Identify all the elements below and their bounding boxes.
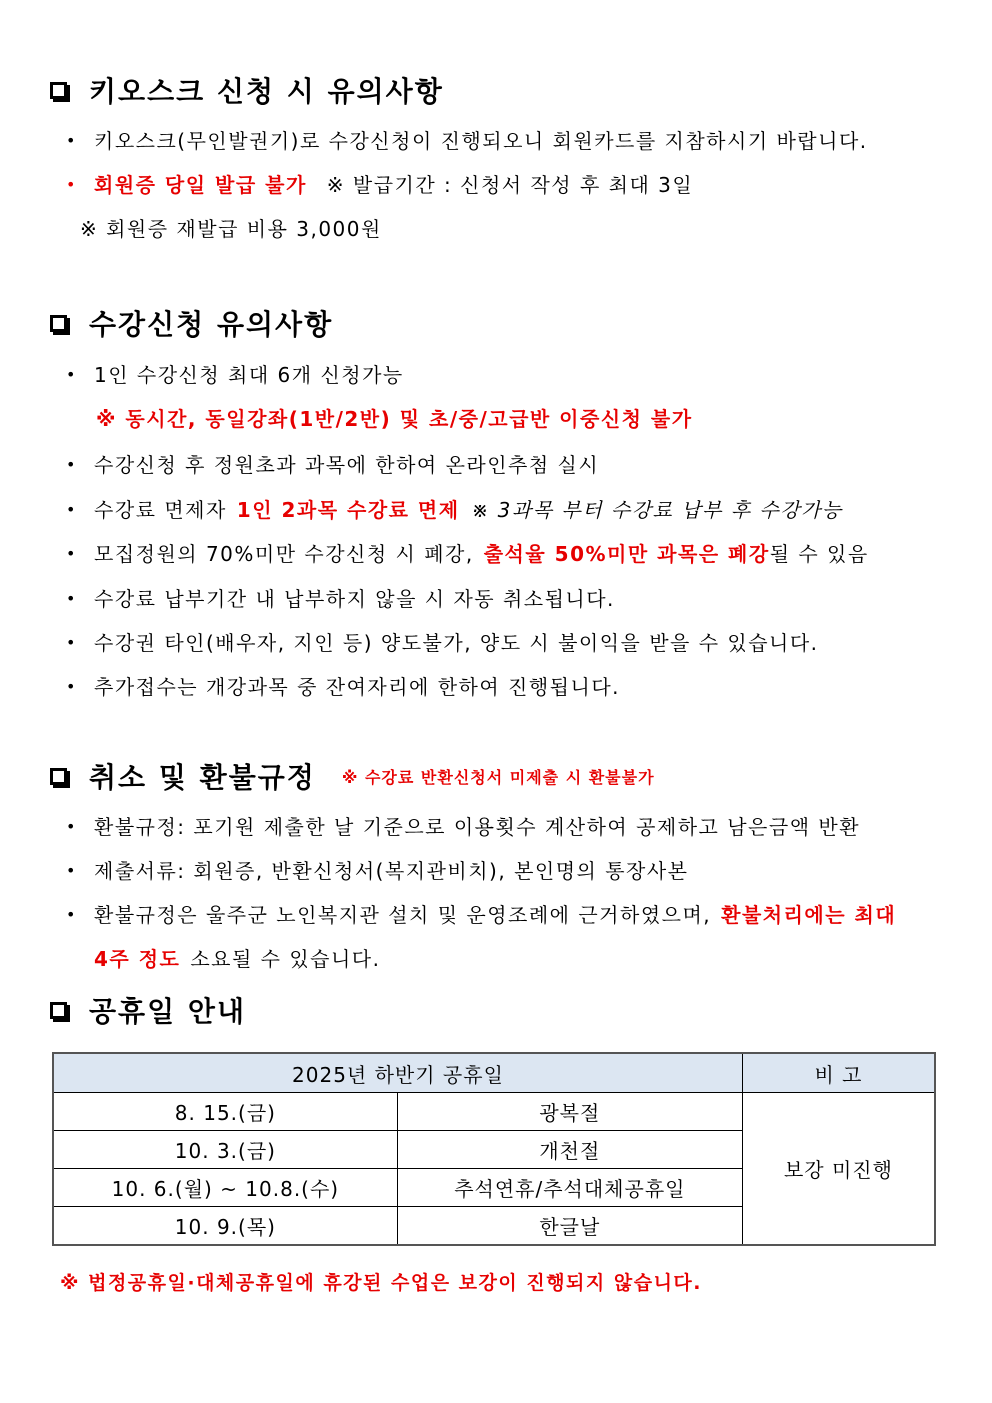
bullet-icon: • xyxy=(66,589,77,608)
holiday-name: 추석연휴/추석대체공휴일 xyxy=(397,1169,742,1207)
bullet-icon: • xyxy=(66,365,77,384)
bullet-icon: • xyxy=(66,861,77,880)
note: ※ 동시간, 동일강좌(1반/2반) 및 초/중/고급반 이중신청 불가 xyxy=(96,407,693,431)
table-header: 비 고 xyxy=(742,1053,935,1093)
bullet-icon: • xyxy=(66,455,77,474)
list-item: • 환불규정은 울주군 노인복지관 설치 및 운영조례에 근거하였으며, 환불처리에는 최대 xyxy=(66,903,897,927)
bullet-icon: • xyxy=(66,175,77,194)
table-header: 2025년 하반기 공휴일 xyxy=(53,1053,742,1093)
list-item-continued: 4주 정도 소요될 수 있습니다. xyxy=(94,947,381,971)
holiday-date: 10. 6.(월) ~ 10.8.(수) xyxy=(53,1169,397,1207)
table-row xyxy=(53,1093,935,1131)
section-heading-enroll xyxy=(50,303,333,343)
bullet-icon: • xyxy=(66,817,77,836)
list-item: • 제출서류: 회원증, 반환신청서(복지관비치), 본인명의 통장사본 xyxy=(66,859,689,883)
section-title: 공휴일 안내 xyxy=(89,995,246,1028)
holiday-date: 10. 9.(목) xyxy=(53,1207,397,1246)
table-header-row xyxy=(53,1053,935,1093)
holiday-remark: 보강 미진행 xyxy=(742,1093,935,1246)
holiday-date: 10. 3.(금) xyxy=(53,1131,397,1169)
bullet-icon: • xyxy=(66,544,77,563)
section-heading-refund xyxy=(50,756,655,796)
list-item: • 키오스크(무인발권기)로 수강신청이 진행되오니 회원카드를 지참하시기 바랍니다. xyxy=(66,129,868,153)
list-item: • 모집정원의 70%미만 수강신청 시 폐강, 출석율 50%미만 과목은 폐강될 수 있음 xyxy=(66,542,869,566)
holiday-name: 광복절 xyxy=(397,1093,742,1131)
list-item: • 수강신청 후 정원초과 과목에 한하여 온라인추첨 실시 xyxy=(66,453,600,477)
checkbox-square-icon xyxy=(50,315,67,332)
section-title: 키오스크 신청 시 유의사항 xyxy=(89,75,444,108)
list-item: • 수강료 면제자 1인 2과목 수강료 면제 ※ 3과목 부터 수강료 납부 후 수강가능 xyxy=(66,498,843,522)
section-heading-kiosk xyxy=(50,70,444,110)
section-title: 수강신청 유의사항 xyxy=(89,308,334,341)
list-item: • 추가접수는 개강과목 중 잔여자리에 한하여 진행됩니다. xyxy=(66,675,621,699)
bullet-icon: • xyxy=(66,500,77,519)
list-item: • 환불규정: 포기원 제출한 날 기준으로 이용횟수 계산하여 공제하고 남은금액 반환 xyxy=(66,815,861,839)
checkbox-square-icon xyxy=(50,82,67,99)
holiday-table xyxy=(52,1052,936,1246)
list-item: • 회원증 당일 발급 불가 ※ 발급기간 : 신청서 작성 후 최대 3일 xyxy=(66,173,694,197)
bullet-icon: • xyxy=(66,633,77,652)
holiday-footnote: ※ 법정공휴일·대체공휴일에 휴강된 수업은 보강이 진행되지 않습니다. xyxy=(60,1272,703,1294)
bullet-icon: • xyxy=(66,905,77,924)
checkbox-square-icon xyxy=(50,1002,67,1019)
note: ※ 회원증 재발급 비용 3,000원 xyxy=(80,217,382,241)
list-item: • 수강료 납부기간 내 납부하지 않을 시 자동 취소됩니다. xyxy=(66,587,615,611)
list-item: • 수강권 타인(배우자, 지인 등) 양도불가, 양도 시 불이익을 받을 수 있습니다. xyxy=(66,631,819,655)
holiday-name: 한글날 xyxy=(397,1207,742,1246)
section-note: ※ 수강료 반환신청서 미제출 시 환불불가 xyxy=(341,767,655,787)
bullet-icon: • xyxy=(66,677,77,696)
holiday-name: 개천절 xyxy=(397,1131,742,1169)
section-heading-holiday xyxy=(50,990,246,1030)
checkbox-square-icon xyxy=(50,768,67,785)
holiday-date: 8. 15.(금) xyxy=(53,1093,397,1131)
bullet-icon: • xyxy=(66,131,77,150)
list-item: • 1인 수강신청 최대 6개 신청가능 xyxy=(66,363,404,387)
section-title: 취소 및 환불규정 xyxy=(89,761,316,794)
